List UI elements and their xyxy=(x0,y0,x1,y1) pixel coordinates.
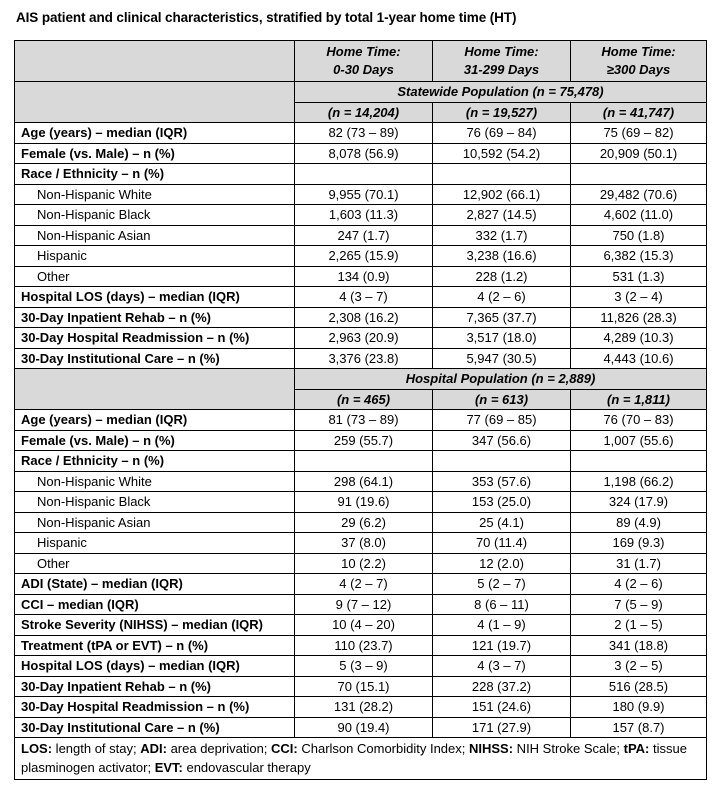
table-row xyxy=(15,266,707,287)
table-row xyxy=(15,574,707,595)
row-label: 30-Day Institutional Care – n (%) xyxy=(15,717,295,738)
value-cell: 3,517 (18.0) xyxy=(433,328,571,349)
value-cell: 228 (1.2) xyxy=(433,266,571,287)
value-cell: 2 (1 – 5) xyxy=(571,615,707,636)
value-cell: 5 (2 – 7) xyxy=(433,574,571,595)
value-cell: 20,909 (50.1) xyxy=(571,143,707,164)
value-cell: 298 (64.1) xyxy=(295,471,433,492)
section-blank-cell xyxy=(15,369,295,410)
table-row xyxy=(15,656,707,677)
value-cell: 259 (55.7) xyxy=(295,430,433,451)
table-row xyxy=(15,471,707,492)
value-cell: 10,592 (54.2) xyxy=(433,143,571,164)
value-cell xyxy=(433,451,571,472)
column-header-line2: ≥300 Days xyxy=(606,62,671,77)
row-label: CCI – median (IQR) xyxy=(15,594,295,615)
footnote-term: ADI: xyxy=(140,741,167,756)
value-cell: 7,365 (37.7) xyxy=(433,307,571,328)
row-label: Hospital LOS (days) – median (IQR) xyxy=(15,287,295,308)
value-cell: 4 (2 – 6) xyxy=(571,574,707,595)
table-row xyxy=(15,512,707,533)
value-cell: 37 (8.0) xyxy=(295,533,433,554)
value-cell: 91 (19.6) xyxy=(295,492,433,513)
value-cell: 1,603 (11.3) xyxy=(295,205,433,226)
row-label: Treatment (tPA or EVT) – n (%) xyxy=(15,635,295,656)
row-label: Hospital LOS (days) – median (IQR) xyxy=(15,656,295,677)
value-cell: 3,376 (23.8) xyxy=(295,348,433,369)
value-cell: 75 (69 – 82) xyxy=(571,123,707,144)
row-label: Non-Hispanic Black xyxy=(15,205,295,226)
row-label: 30-Day Institutional Care – n (%) xyxy=(15,348,295,369)
table-row xyxy=(15,430,707,451)
value-cell: 131 (28.2) xyxy=(295,697,433,718)
row-label: Other xyxy=(15,553,295,574)
population-title-row xyxy=(15,82,707,103)
value-cell: 89 (4.9) xyxy=(571,512,707,533)
value-cell: 5 (3 – 9) xyxy=(295,656,433,677)
value-cell: 90 (19.4) xyxy=(295,717,433,738)
hospital-section xyxy=(15,369,707,738)
footnote-term: CCI: xyxy=(271,741,298,756)
value-cell xyxy=(295,451,433,472)
value-cell: 353 (57.6) xyxy=(433,471,571,492)
footnote-definition: endovascular therapy xyxy=(182,760,311,775)
population-title: Hospital Population (n = 2,889) xyxy=(295,369,707,390)
table-row xyxy=(15,246,707,267)
value-cell: 4,443 (10.6) xyxy=(571,348,707,369)
column-header-line2: 31-299 Days xyxy=(463,62,540,77)
value-cell: 332 (1.7) xyxy=(433,225,571,246)
header-blank-cell xyxy=(15,41,295,82)
table-row xyxy=(15,123,707,144)
table-row xyxy=(15,676,707,697)
table-row xyxy=(15,410,707,431)
table-row xyxy=(15,348,707,369)
value-cell: 70 (15.1) xyxy=(295,676,433,697)
row-label: Race / Ethnicity – n (%) xyxy=(15,451,295,472)
value-cell: 341 (18.8) xyxy=(571,635,707,656)
value-cell: 2,827 (14.5) xyxy=(433,205,571,226)
population-title: Statewide Population (n = 75,478) xyxy=(295,82,707,103)
value-cell: 4,602 (11.0) xyxy=(571,205,707,226)
row-label: Non-Hispanic Asian xyxy=(15,225,295,246)
value-cell: 121 (19.7) xyxy=(433,635,571,656)
value-cell: 247 (1.7) xyxy=(295,225,433,246)
value-cell: 180 (9.9) xyxy=(571,697,707,718)
table-row xyxy=(15,143,707,164)
value-cell: 750 (1.8) xyxy=(571,225,707,246)
value-cell: 4,289 (10.3) xyxy=(571,328,707,349)
sample-size-cell: (n = 1,811) xyxy=(571,389,707,410)
row-label: Female (vs. Male) – n (%) xyxy=(15,430,295,451)
value-cell: 12,902 (66.1) xyxy=(433,184,571,205)
row-label: 30-Day Inpatient Rehab – n (%) xyxy=(15,676,295,697)
sample-size-cell: (n = 14,204) xyxy=(295,102,433,123)
value-cell: 82 (73 – 89) xyxy=(295,123,433,144)
value-cell: 516 (28.5) xyxy=(571,676,707,697)
value-cell: 10 (4 – 20) xyxy=(295,615,433,636)
table-row xyxy=(15,553,707,574)
value-cell: 70 (11.4) xyxy=(433,533,571,554)
value-cell: 31 (1.7) xyxy=(571,553,707,574)
footnote xyxy=(15,738,707,780)
value-cell xyxy=(571,451,707,472)
value-cell: 4 (1 – 9) xyxy=(433,615,571,636)
value-cell: 171 (27.9) xyxy=(433,717,571,738)
row-label: 30-Day Inpatient Rehab – n (%) xyxy=(15,307,295,328)
row-label: Hispanic xyxy=(15,533,295,554)
footnote-term: NIHSS: xyxy=(469,741,514,756)
value-cell: 9 (7 – 12) xyxy=(295,594,433,615)
value-cell: 151 (24.6) xyxy=(433,697,571,718)
table-row xyxy=(15,205,707,226)
row-label: Non-Hispanic White xyxy=(15,184,295,205)
row-label: ADI (State) – median (IQR) xyxy=(15,574,295,595)
column-header-line1: Home Time: xyxy=(326,44,401,59)
table-row xyxy=(15,492,707,513)
value-cell: 2,265 (15.9) xyxy=(295,246,433,267)
value-cell: 3 (2 – 5) xyxy=(571,656,707,677)
row-label: Other xyxy=(15,266,295,287)
value-cell: 1,198 (66.2) xyxy=(571,471,707,492)
value-cell: 4 (2 – 6) xyxy=(433,287,571,308)
value-cell: 76 (70 – 83) xyxy=(571,410,707,431)
table-row xyxy=(15,328,707,349)
value-cell: 29 (6.2) xyxy=(295,512,433,533)
column-header-0-30 xyxy=(295,41,433,82)
value-cell: 81 (73 – 89) xyxy=(295,410,433,431)
row-label: Race / Ethnicity – n (%) xyxy=(15,164,295,185)
population-title-row xyxy=(15,369,707,390)
value-cell xyxy=(571,164,707,185)
column-header-31-299 xyxy=(433,41,571,82)
row-label: Non-Hispanic Black xyxy=(15,492,295,513)
footnote-term: tPA: xyxy=(623,741,650,756)
value-cell: 77 (69 – 85) xyxy=(433,410,571,431)
row-label: 30-Day Hospital Readmission – n (%) xyxy=(15,697,295,718)
footnote-row xyxy=(15,738,707,780)
sample-size-cell: (n = 41,747) xyxy=(571,102,707,123)
footnote-definition: length of stay; xyxy=(52,741,141,756)
value-cell: 3 (2 – 4) xyxy=(571,287,707,308)
value-cell: 76 (69 – 84) xyxy=(433,123,571,144)
sample-size-cell: (n = 613) xyxy=(433,389,571,410)
footnote-term: LOS: xyxy=(21,741,53,756)
row-label: Age (years) – median (IQR) xyxy=(15,410,295,431)
value-cell xyxy=(295,164,433,185)
table-row xyxy=(15,697,707,718)
value-cell: 2,963 (20.9) xyxy=(295,328,433,349)
table-row xyxy=(15,635,707,656)
value-cell: 3,238 (16.6) xyxy=(433,246,571,267)
value-cell: 12 (2.0) xyxy=(433,553,571,574)
value-cell: 5,947 (30.5) xyxy=(433,348,571,369)
value-cell: 324 (17.9) xyxy=(571,492,707,513)
value-cell: 228 (37.2) xyxy=(433,676,571,697)
value-cell: 7 (5 – 9) xyxy=(571,594,707,615)
value-cell: 157 (8.7) xyxy=(571,717,707,738)
row-label: Stroke Severity (NIHSS) – median (IQR) xyxy=(15,615,295,636)
value-cell: 153 (25.0) xyxy=(433,492,571,513)
column-header-line2: 0-30 Days xyxy=(333,62,394,77)
section-blank-cell xyxy=(15,82,295,123)
footnote-definition: NIH Stroke Scale; xyxy=(513,741,624,756)
value-cell: 1,007 (55.6) xyxy=(571,430,707,451)
value-cell: 8 (6 – 11) xyxy=(433,594,571,615)
table-row xyxy=(15,184,707,205)
column-header-row xyxy=(15,41,707,82)
value-cell: 8,078 (56.9) xyxy=(295,143,433,164)
value-cell: 9,955 (70.1) xyxy=(295,184,433,205)
characteristics-table xyxy=(14,40,707,780)
value-cell: 4 (2 – 7) xyxy=(295,574,433,595)
value-cell: 10 (2.2) xyxy=(295,553,433,574)
row-label: Female (vs. Male) – n (%) xyxy=(15,143,295,164)
footnote-definition: area deprivation; xyxy=(166,741,272,756)
value-cell: 2,308 (16.2) xyxy=(295,307,433,328)
sample-size-cell: (n = 465) xyxy=(295,389,433,410)
table-row xyxy=(15,307,707,328)
column-header-line1: Home Time: xyxy=(464,44,539,59)
value-cell: 4 (3 – 7) xyxy=(433,656,571,677)
value-cell: 29,482 (70.6) xyxy=(571,184,707,205)
value-cell: 531 (1.3) xyxy=(571,266,707,287)
table-row xyxy=(15,225,707,246)
table-row xyxy=(15,717,707,738)
table-row xyxy=(15,287,707,308)
column-header-300-plus xyxy=(571,41,707,82)
table-row xyxy=(15,615,707,636)
value-cell: 110 (23.7) xyxy=(295,635,433,656)
table-row xyxy=(15,451,707,472)
footnote-definition: tissue plasminogen activator; xyxy=(21,741,691,775)
table-row xyxy=(15,533,707,554)
statewide-section xyxy=(15,82,707,369)
value-cell: 25 (4.1) xyxy=(433,512,571,533)
value-cell: 169 (9.3) xyxy=(571,533,707,554)
row-label: Hispanic xyxy=(15,246,295,267)
sample-size-cell: (n = 19,527) xyxy=(433,102,571,123)
row-label: Non-Hispanic Asian xyxy=(15,512,295,533)
table-row xyxy=(15,594,707,615)
value-cell: 11,826 (28.3) xyxy=(571,307,707,328)
table-title: AIS patient and clinical characteristics, stratified by total 1-year home time (HT) xyxy=(16,10,517,25)
row-label: 30-Day Hospital Readmission – n (%) xyxy=(15,328,295,349)
value-cell: 347 (56.6) xyxy=(433,430,571,451)
value-cell: 4 (3 – 7) xyxy=(295,287,433,308)
table-row xyxy=(15,164,707,185)
footnote-term: EVT: xyxy=(154,760,183,775)
row-label: Non-Hispanic White xyxy=(15,471,295,492)
value-cell: 6,382 (15.3) xyxy=(571,246,707,267)
row-label: Age (years) – median (IQR) xyxy=(15,123,295,144)
value-cell: 134 (0.9) xyxy=(295,266,433,287)
column-header-line1: Home Time: xyxy=(601,44,676,59)
footnote-definition: Charlson Comorbidity Index; xyxy=(297,741,469,756)
value-cell xyxy=(433,164,571,185)
